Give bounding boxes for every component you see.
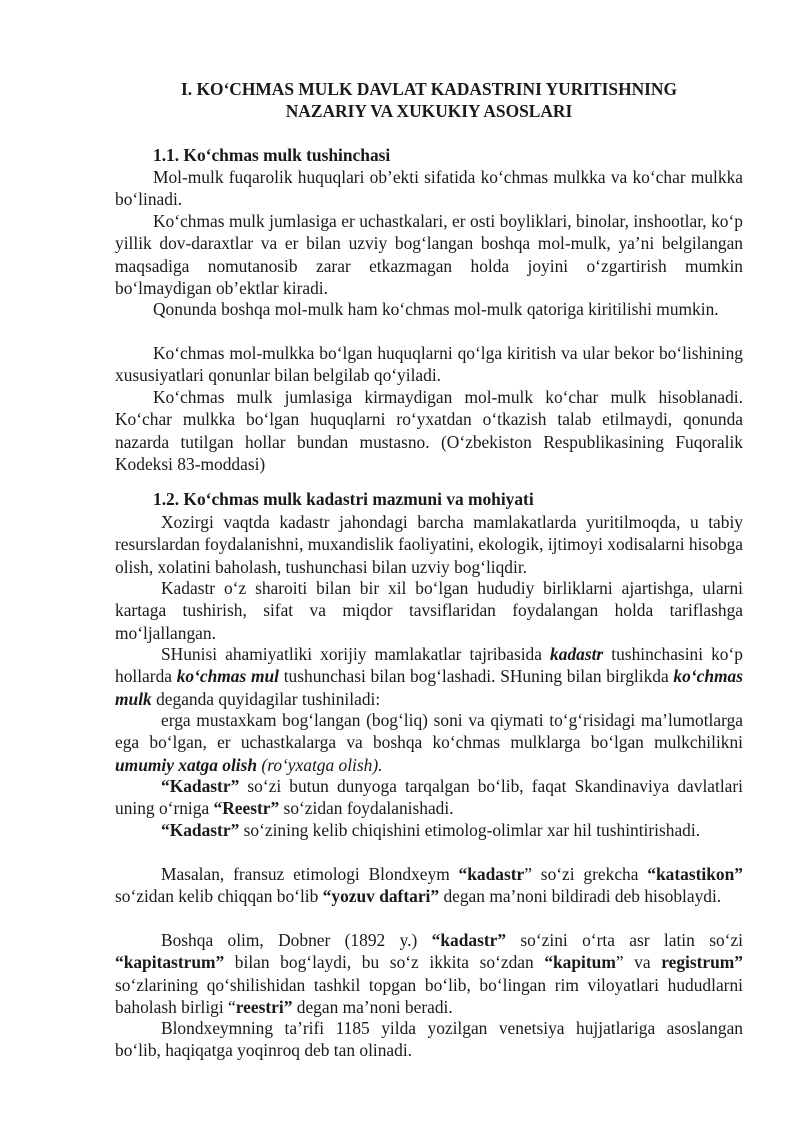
- paragraph: Ko‘chmas mulk jumlasiga kirmaydigan mol-mulk ko‘char mulk hisoblanadi. Ko‘char mulkka bo‘lgan huquqlarni ro‘yxatdan o‘tkazish talab etilmaydi, qonunda nazarda tutilgan hollar bundan mustasno. (O‘zbekiston Respublikasining Fuqoralik Kodeksi 83-moddasi): [115, 387, 743, 474]
- chapter-title-line2: NAZARIY VA XUKUKIY ASOSLARI: [285, 101, 573, 121]
- emphasis: umumiy xatga olish: [115, 754, 258, 775]
- paragraph: Masalan, fransuz etimologi Blondxeym “kadastr” so‘zi grekcha “katastikon” so‘zidan kelib chiqqan bo‘lib “yozuv daftari” degan ma’noni bildiradi deb hisoblaydi.: [115, 864, 743, 907]
- paragraph: Qonunda boshqa mol-mulk ham ko‘chmas mol-mulk qatoriga kiritilishi mumkin.: [153, 299, 719, 319]
- paragraph: “Kadastr” so‘zining kelib chiqishini etimolog-olimlar xar hil tushintirishadi.: [161, 820, 701, 840]
- paragraph: Kadastr o‘z sharoiti bilan bir xil bo‘lgan hududiy birliklarni ajartishga, ularni kartaga tushirish, sifat va miqdor tavsiflaridan foydalangan holda tariflashga mo‘ljallangan.: [115, 578, 743, 643]
- paragraph: Blondxeymning ta’rifi 1185 yilda yozilgan venetsiya hujjatlariga asoslangan bo‘lib, haqiqatga yoqinroq deb tan olinadi.: [115, 1018, 743, 1061]
- paragraph: Xozirgi vaqtda kadastr jahondagi barcha mamlakatlarda yuritilmoqda, u tabiy resurslardan foydalanishni, muxandislik faoliyatini, ekologik, ijtimoyi xodisalarni hisobga olish, xolatini baholash, tushunchasi bilan uzviy bog‘liqdir.: [115, 512, 743, 577]
- paragraph: Ko‘chmas mol-mulkka bo‘lgan huquqlarni qo‘lga kiritish va ular bekor bo‘lishining xususiyatlari qonunlar bilan belgilab qo‘yiladi.: [115, 343, 743, 386]
- paragraph: erga mustaxkam bog‘langan (bog‘liq) soni va qiymati to‘g‘risidagi ma’lumotlarga ega bo‘lgan, er uchastkalarga va boshqa ko‘chmas mulklarga bo‘lgan mulkchilikni umumiy xatga olish (ro‘yxatga olish).: [115, 710, 743, 775]
- paragraph: “Kadastr” so‘zi butun dunyoga tarqalgan bo‘lib, faqat Skandinaviya davlatlari uning o‘rniga “Reestr” so‘zidan foydalanishadi.: [115, 776, 743, 819]
- chapter-title: [115, 78, 743, 122]
- emphasis: ko‘chmas mul: [176, 666, 279, 687]
- chapter-title-line1: I. KO‘CHMAS MULK DAVLAT KADASTRINI YURITISHNING: [180, 79, 678, 99]
- section-1-heading: 1.1. Ko‘chmas mulk tushinchasi: [153, 145, 391, 165]
- paragraph: Mol-mulk fuqarolik huquqlari ob’ekti sifatida ko‘chmas mulkka va ko‘char mulkka bo‘linadi.: [115, 167, 743, 210]
- paragraph: Ko‘chmas mulk jumlasiga er uchastkalari, er osti boyliklari, binolar, inshootlar, ko‘p yillik dov-daraxtlar va er bilan uzviy bog‘langan boshqa mol-mulk, ya’ni belgilangan maqsadiga nomutanosib zarar etkazmagan holda joyini o‘zgartirish mumkin bo‘lmaydigan ob’ektlar kiradi.: [115, 211, 743, 298]
- emphasis: kadastr: [550, 644, 604, 664]
- paragraph: Boshqa olim, Dobner (1892 y.) “kadastr” so‘zini o‘rta asr latin so‘zi “kapitastrum” bilan bog‘laydi, bu so‘z ikkita so‘zdan “kapitum” va registrum” so‘zlarining qo‘shilishidan tashkil topgan bo‘lib, bo‘lingan rim viloyatlari hududlarni baholash birligi “reestri” degan ma’noni beradi.: [115, 930, 743, 1017]
- section-2-heading: 1.2. Ko‘chmas mulk kadastri mazmuni va mohiyati: [153, 489, 534, 509]
- emphasis: ko‘chmas mulk: [115, 666, 743, 709]
- paragraph: SHunisi ahamiyatliki xorijiy mamlakatlar tajribasida kadastr tushinchasini ko‘p hollarda ko‘chmas mul tushunchasi bilan bog‘lashadi. SHuning bilan birglikda ko‘chmas mulk deganda quyidagilar tushiniladi:: [115, 644, 743, 709]
